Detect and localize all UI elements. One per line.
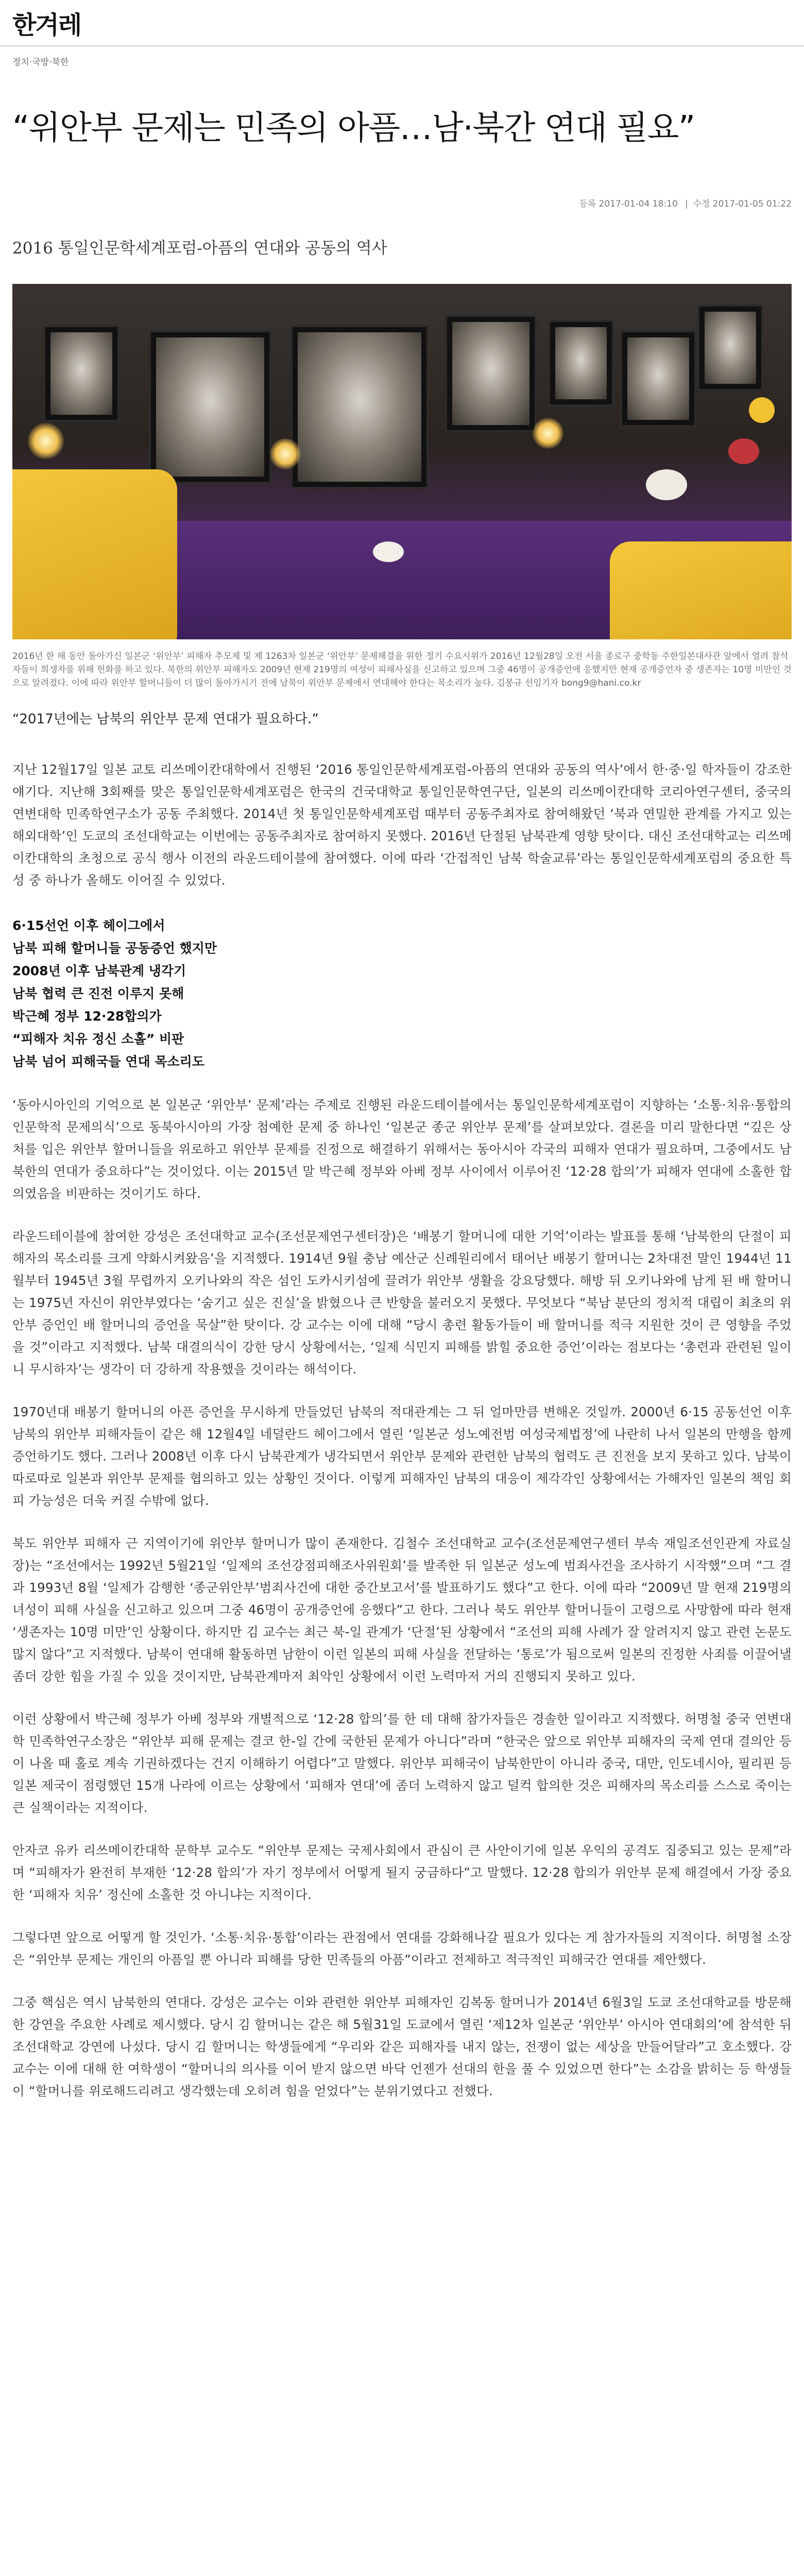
photo-caption: 2016년 한 해 동안 돌아가신 일본군 ‘위안부’ 피해자 추모제 및 제 1263차 일본군 ‘위안부’ 문제해결을 위한 정기 수요시위가 2016년 12월28일 오전 서울 종로구 중학동 주한일본대사관 앞에서 열려 참석자들이 희생자를 위해 헌화를 하고 있다. 북한의 위안부 피해자도 2009년 현재 219명의 여성이 피해사실을 신고하고 있으며 그중 46명이 공개증언에 응했지만 현재 공개증언자 중 생존자는 10명 미만인 것으로 알려졌다. 이에 따라 위안부 할머니들이 더 많이 돌아가시기 전에 남북이 위안부 문제에서 연대해야 한다는 목소리가 높다. 김봉규 선임기자 bong9@hani.co.kr xyxy=(12,651,792,688)
sub-headlines xyxy=(0,914,804,1073)
article-photo xyxy=(12,284,792,639)
article-subtitle: 2016 통일인문학세계포럼-아픔의 연대와 공동의 역사 xyxy=(12,239,387,258)
candle-light xyxy=(28,423,64,459)
white-flower xyxy=(373,541,404,562)
article-dates xyxy=(0,196,804,209)
site-header xyxy=(0,0,804,45)
yellow-flower xyxy=(749,397,775,423)
portrait-frame xyxy=(43,325,119,422)
sub-headline: 남북 피해 할머니들 공동증언 했지만 xyxy=(12,941,217,956)
body-paragraph: 1970년대 배봉기 할머니의 아픈 증언을 무시하게 만들었던 남북의 적대관계는 그 뒤 얼마만큼 변해온 것일까. 2000년 6·15 공동선언 이후 남북의 위안부 피해자들이 같은 해 12월4일 네덜란드 헤이그에서 열린 ‘일본군 성노예전범 여성국제법정’에 나란히 나서 일본의 만행을 함께 증언하기도 했다. 그러나 2008년 이후 다시 남북관계가 냉각되면서 위안부 문제와 관련한 남북의 협력도 큰 진전을 보지 못하고 있다. 남북이 따로따로 일본과 위안부 문제를 협의하고 있는 상황인 것이다. 이렇게 피해자인 남북의 대응이 제각각인 상황에서는 가해자인 일본의 책임 회피 가능성은 더욱 커질 수밖에 없다. xyxy=(12,1404,792,1508)
sub-headline: 2008년 이후 남북관계 냉각기 xyxy=(12,963,186,978)
sub-headline: 박근혜 정부 12·28합의가 xyxy=(12,1009,162,1024)
section-breadcrumb[interactable]: 정치·국방·북한 xyxy=(12,57,69,67)
candle-light xyxy=(270,438,301,469)
lead-quote: “2017년에는 남북의 위안부 문제 연대가 필요하다.” xyxy=(12,711,319,727)
portrait-frame xyxy=(697,304,763,391)
sub-headline: “피해자 치유 정신 소홀” 비판 xyxy=(12,1031,184,1046)
body-paragraph: 북도 위안부 피해자 근 지역이기에 위안부 할머니가 많이 존재한다. 김철수 조선대학교 교수(조선문제연구센터 부속 재일조선인관계 자료실장)는 “조선에서는 1992년 5월21일 ‘일제의 조선강점피해조사위원회’를 발족한 뒤 일본군 성노예 범죄사건을 조사하기 시작했”으며 “그 결과 1993년 8월 ‘일제가 감행한 ‘종군위안부’범죄사건에 대한 중간보고서’를 발표하기도 했다”고 한다. 이에 따라 “2009년 말 현재 219명의 녀성이 피해 사실을 신고하고 있으며 그중 46명이 공개증언에 응했다”고 한다. 그러나 북도 위안부 할머니들이 고령으로 사망함에 따라 현재 ‘생존자는 10명 미만’인 상황이다. 하지만 김 교수는 최근 북-일 관계가 ‘단절’된 상황에서 “조선의 피해 사례가 잘 알려지지 않고 관련 논문도 많지 않다”고 지적했다. 남북이 연대해 활동하면 남한이 이런 일본의 피해 사실을 전달하는 ‘통로’가 됨으로써 일본의 진정한 사죄를 이끌어낼 좀더 강한 힘을 가질 수 있을 것이지만, 남북관계마저 최악인 상황에서 이런 노력마저 거의 진행되지 못하고 있다. xyxy=(12,1536,792,1684)
body-paragraph: 그렇다면 앞으로 어떻게 할 것인가. ‘소통·치유·통합’이라는 관점에서 연대를 강화해나갈 필요가 있다는 게 참가자들의 지적이다. 허명철 소장은 “위안부 문제는 개인의 아픔일 뿐 아니라 피해를 당한 민족들의 아픔”이라고 전제하고 적극적인 피해국간 연대를 제안했다. xyxy=(12,1930,792,1967)
body-paragraph: 그중 핵심은 역시 남북한의 연대다. 강성은 교수는 이와 관련한 위안부 피해자인 김복동 할머니가 2014년 6월3일 도쿄 조선대학교를 방문해 한 강연을 주요한 사례로 제시했다. 당시 김 할머니는 같은 해 5월31일 도쿄에서 열린 ‘제12차 일본군 ‘위안부’ 아시아 연대회의’에 참석한 뒤 조선대학교 강연에 나섰다. 당시 김 할머니는 학생들에게 “우리와 같은 피해자를 내지 않는, 전쟁이 없는 세상을 만들어달라”고 호소했다. 강 교수는 이에 대해 한 여학생이 “할머니의 의사를 이어 받지 않으면 바닥 언젠가 선대의 한을 풀 수 있었으면 한다”는 소감을 밝히는 등 학생들이 “할머니를 위로해드리려고 생각했는데 오히려 힘을 얻었다”는 분위기였다고 전했다. xyxy=(12,1995,792,2098)
body-paragraph: 이런 상황에서 박근혜 정부가 아베 정부와 개별적으로 ‘12·28 합의’를 한 데 대해 참가자들은 경솔한 일이라고 지적했다. 허명철 중국 연변대학 민족학연구소장은 “위안부 피해 문제는 결코 한-일 간에 국한된 문제가 아니다”라며 “한국은 앞으로 위안부 피해자의 국제 연대 결의안 등이 나올 때 홀로 계속 기권하겠다는 건지 이해하기 어렵다”고 말했다. 위안부 피해국이 남북한만이 아니라 중국, 대만, 인도네시아, 필리핀 등 일본 제국이 점령했던 15개 나라에 이르는 상황에서 ‘피해자 연대’에 좀더 노력하지 않고 덜컥 합의한 것은 피해자의 목소리를 스스로 죽이는 큰 실책이라는 지적이다. xyxy=(12,1711,792,1815)
body-paragraph: 안자코 유카 리쓰메이칸대학 문학부 교수도 “위안부 문제는 국제사회에서 관심이 큰 사안이기에 일본 우익의 공격도 집중되고 있는 문제”라며 “피해자가 완전히 부재한 ‘12·28 합의’가 자기 정부에서 어떻게 될지 궁금하다”고 말했다. 12·28 합의가 위안부 문제 해결에서 가장 중요한 ‘피해자 치유’ 정신에 소홀한 것 아니냐는 지적이다. xyxy=(12,1843,792,1902)
white-flower xyxy=(646,469,687,500)
article-title: “위안부 문제는 민족의 아픔…남·북간 연대 필요” xyxy=(12,109,695,147)
body-paragraph: 라운드테이블에 참여한 강성은 조선대학교 교수(조선문제연구센터장)은 ‘배봉기 할머니에 대한 기억’이라는 발표를 통해 ‘남북한의 단절이 피해자의 목소리를 크게 약화시켜왔음’을 지적했다. 1914년 9월 충남 예산군 신례원리에서 태어난 배봉기 할머니는 2차대전 말인 1944년 11월부터 1945년 3월 무렵까지 오키나와의 작은 섬인 도카시키섬에 끌려가 위안부 생활을 강요당했다. 해방 뒤 오키나와에 남게 된 배 할머니는 1975년 자신이 위안부였다는 ‘숨기고 싶은 진실’을 밝혔으나 큰 반향을 불러오지 못했다. 무엇보다 “북남 분단의 정치적 대립이 최초의 위안부 증언인 배 할머니의 증언을 묵살”한 탓이다. 강 교수는 이에 대해 “당시 총련 활동가들이 배 할머니를 적극 지원한 것이 큰 영향을 주었을 것”이라고 지적했다. 남북 대결의식이 강한 당시 상황에서는, ‘일제 식민지 피해를 밝힐 중요한 증언’이라는 점보다는 ‘총련과 관련된 일이니 무시하자’는 생각이 더 강하게 작용했을 것이라는 해석이다. xyxy=(12,1229,792,1377)
site-logo[interactable]: 한겨레 xyxy=(12,10,81,40)
portrait-frame xyxy=(149,330,271,484)
modified-date: 수정 2017-01-05 01:22 xyxy=(693,199,792,209)
portrait-frame xyxy=(290,325,429,489)
portrait-frame xyxy=(620,330,696,427)
sub-headline: 남북 넘어 피해국들 연대 목소리도 xyxy=(12,1054,204,1069)
portrait-frame xyxy=(445,315,537,432)
registered-date: 등록 2017-01-04 18:10 xyxy=(579,199,678,209)
sub-headline: 6·15선언 이후 헤이그에서 xyxy=(12,918,165,933)
portrait-frame xyxy=(548,320,614,406)
mourner-arm xyxy=(12,469,177,639)
mourner-arm xyxy=(610,541,792,639)
body-paragraph: ‘동아시아인의 기억으로 본 일본군 ‘위안부’ 문제’라는 주제로 진행된 라운드테이블에서는 통일인문학세계포럼이 지향하는 ‘소통·치유·통합의 인문학적 문제의식’으로 동북아시아의 가장 첨예한 문제 중 하나인 ‘일본군 종군 위안부 문제’를 살펴보았다. 결론을 미리 말한다면 “깊은 상처를 입은 위안부 할머니들을 위로하고 위안부 문제를 진정으로 해결하기 위해서는 동아시아 각국의 피해자 연대가 필요하며, 그중에서도 남북한의 연대가 중요하다”는 것이었다. 이는 2015년 말 박근혜 정부와 아베 정부 사이에서 이루어진 ‘12·28 합의’가 피해자 연대에 소홀한 합의였음을 비판하는 것이기도 하다. xyxy=(12,1097,792,1201)
sub-headline: 남북 협력 큰 진전 이루지 못해 xyxy=(12,986,184,1001)
date-separator: | xyxy=(685,199,688,209)
candle-light xyxy=(533,418,563,449)
body-paragraph: 지난 12월17일 일본 교토 리쓰메이칸대학에서 진행된 ‘2016 통일인문학세계포럼-아픔의 연대와 공동의 역사’에서 한·중·일 학자들이 강조한 얘기다. 지난해 3회째를 맞은 통일인문학세계포럼은 한국의 건국대학교 통일인문학연구단, 일본의 리쓰메이칸대학 코리아연구센터, 중국의 연변대학 민족학연구소가 공동 주최했다. 2014년 첫 통일인문학세계포럼 때부터 공동주최자로 참여해왔던 ‘북과 연밀한 관계를 가지고 있는 해외대학’인 도쿄의 조선대학교는 이번에는 공동주최자로 참여하지 못했다. 2016년 단절된 남북관계 영향 탓이다. 대신 조선대학교는 리쓰메이칸대학의 초청으로 공식 행사 이전의 라운드테이블에 참여했다. 이에 따라 ‘간접적인 남북 학술교류’라는 통일인문학세계포럼의 중요한 특성 중 하나가 올해도 이어질 수 있었다. xyxy=(12,762,792,888)
red-flower xyxy=(728,438,759,464)
